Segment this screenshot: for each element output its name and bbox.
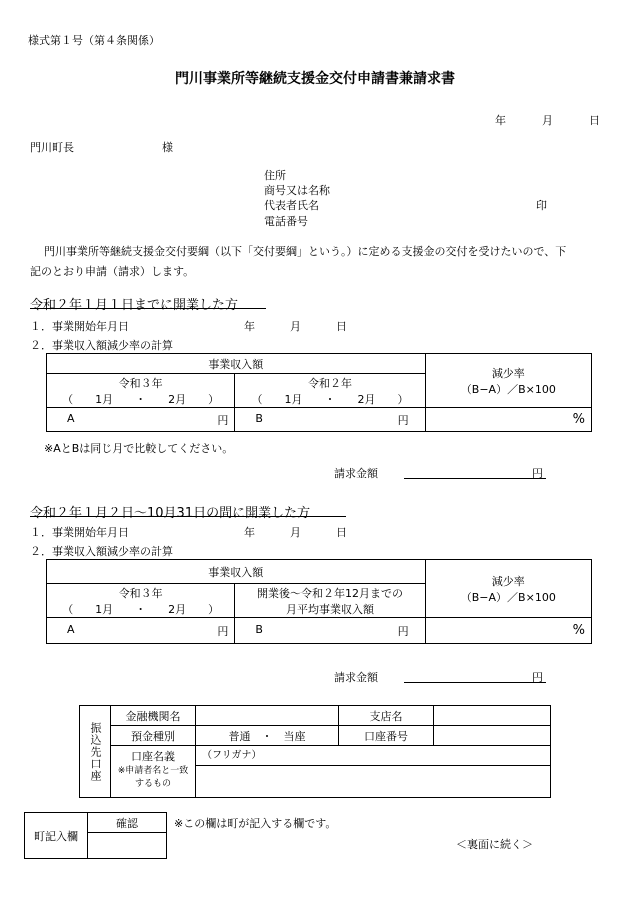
rate-header [425, 354, 591, 408]
section1-calc-label: ２．事業収入額減少率の計算 [30, 339, 173, 352]
col-b-header [235, 584, 425, 618]
applicant-company-label: 商号又は名称 [264, 184, 330, 197]
value-b-label: B [255, 411, 263, 425]
rate-header-line2: （B−A）／B×100 [460, 590, 556, 604]
section1-start-date-label: １．事業開始年月日 [30, 320, 129, 333]
value-a-yen: 円 [217, 624, 229, 638]
applicant-phone-label: 電話番号 [264, 215, 308, 228]
col-b-title: 開業後～令和２年12月までの [256, 586, 403, 600]
account-number-input[interactable] [434, 726, 551, 746]
deposit-type-options[interactable]: 普通 ・ 当座 [196, 726, 339, 746]
seal-mark: 印 [536, 199, 547, 212]
account-holder-label [111, 746, 196, 798]
account-furigana-input[interactable] [196, 746, 551, 766]
col-b-range[interactable]: （ 1月 ・ 2月 ） [251, 392, 409, 406]
section1-start-month[interactable]: 月 [290, 320, 301, 333]
rate-header-line2: （B−A）／B×100 [460, 382, 556, 396]
office-use-table [24, 812, 167, 859]
date-day[interactable]: 日 [589, 114, 600, 127]
branch-name-input[interactable] [434, 706, 551, 726]
value-a-cell[interactable] [47, 618, 235, 644]
rate-value-cell[interactable] [425, 408, 591, 432]
col-b-title: 令和２年 [307, 376, 352, 390]
account-holder-note: ※申請者名と一致するもの [117, 766, 189, 789]
date-month[interactable]: 月 [542, 114, 553, 127]
applicant-rep-label: 代表者氏名 [264, 199, 319, 212]
col-a-range[interactable]: （ 1月 ・ 2月 ） [62, 392, 220, 406]
form-number: 様式第１号（第４条関係） [28, 34, 160, 47]
col-a-header [47, 584, 235, 618]
section2-claim-yen: 円 [532, 671, 543, 684]
deposit-type-label: 預金種別 [111, 726, 196, 746]
section2-claim-amount-field[interactable] [404, 668, 546, 683]
section2-calc-label: ２．事業収入額減少率の計算 [30, 545, 173, 558]
section1-calc-table [46, 353, 592, 432]
value-b-cell[interactable] [235, 408, 425, 432]
account-number-label: 口座番号 [339, 726, 434, 746]
furigana-label: （フリガナ） [202, 750, 262, 761]
intro-line-1: 門川事業所等継続支援金交付要綱（以下「交付要綱」という。）に定める支援金の交付を受けたいので、下 [44, 245, 567, 258]
confirm-input [88, 833, 167, 859]
addressee-name: 門川町長 [30, 141, 74, 154]
section1-claim-label: 請求金額 [334, 467, 378, 480]
office-use-label: 町記入欄 [25, 813, 88, 859]
rate-header [425, 560, 591, 618]
account-holder-input[interactable] [196, 766, 551, 798]
branch-name-label: 支店名 [339, 706, 434, 726]
section2-start-date-label: １．事業開始年月日 [30, 526, 129, 539]
office-use-note: ※この欄は町が記入する欄です。 [174, 817, 337, 830]
section2-start-year[interactable]: 年 [244, 526, 255, 539]
section2-heading-underline [30, 516, 346, 517]
section2-calc-table [46, 559, 592, 644]
value-a-label: A [67, 411, 75, 425]
section1-claim-amount-field[interactable] [404, 464, 546, 479]
addressee-suffix: 様 [162, 141, 173, 154]
rate-header-line1: 減少率 [491, 574, 525, 588]
bank-name-label: 金融機関名 [111, 706, 196, 726]
col-a-range[interactable]: （ 1月 ・ 2月 ） [62, 602, 220, 616]
value-b-yen: 円 [397, 624, 409, 638]
bank-account-table [79, 705, 551, 798]
value-a-label: A [67, 622, 75, 636]
intro-line-2: 記のとおり申請（請求）します。 [30, 265, 195, 278]
rate-percent: % [572, 412, 585, 427]
bank-side-label [80, 706, 111, 798]
income-header: 事業収入額 [47, 560, 426, 584]
value-a-yen: 円 [217, 413, 229, 427]
col-a-title: 令和３年 [118, 586, 163, 600]
section1-note: ※AとBは同じ月で比較してください。 [44, 442, 234, 455]
rate-percent: % [572, 623, 585, 638]
section1-start-year[interactable]: 年 [244, 320, 255, 333]
value-b-label: B [255, 622, 263, 636]
col-b-header [235, 374, 425, 408]
account-holder-title: 口座名義 [131, 750, 175, 763]
section2-heading: 令和２年１月２日～10月31日の間に開業した方 [30, 506, 311, 521]
section2-start-day[interactable]: 日 [336, 526, 347, 539]
section1-start-day[interactable]: 日 [336, 320, 347, 333]
applicant-address-label: 住所 [264, 169, 286, 182]
section2-start-month[interactable]: 月 [290, 526, 301, 539]
value-a-cell[interactable] [47, 408, 235, 432]
bank-name-input[interactable] [196, 706, 339, 726]
bank-side-text: 振込先口座 [89, 721, 102, 782]
section1-claim-yen: 円 [532, 467, 543, 480]
income-header: 事業収入額 [47, 354, 426, 374]
section2-claim-label: 請求金額 [334, 671, 378, 684]
rate-value-cell[interactable] [425, 618, 591, 644]
section1-heading-underline [30, 308, 266, 309]
date-year[interactable]: 年 [495, 114, 506, 127]
col-a-title: 令和３年 [118, 376, 163, 390]
value-b-yen: 円 [397, 413, 409, 427]
continue-note: ＜裏面に続く＞ [456, 838, 533, 851]
page-title: 門川事業所等継続支援金交付申請書兼請求書 [175, 71, 455, 87]
value-b-cell[interactable] [235, 618, 425, 644]
col-b-range: 月平均事業収入額 [285, 602, 374, 616]
section1-heading: 令和２年１月１日までに開業した方 [30, 298, 239, 313]
confirm-label: 確認 [88, 813, 167, 833]
col-a-header [47, 374, 235, 408]
rate-header-line1: 減少率 [491, 366, 525, 380]
